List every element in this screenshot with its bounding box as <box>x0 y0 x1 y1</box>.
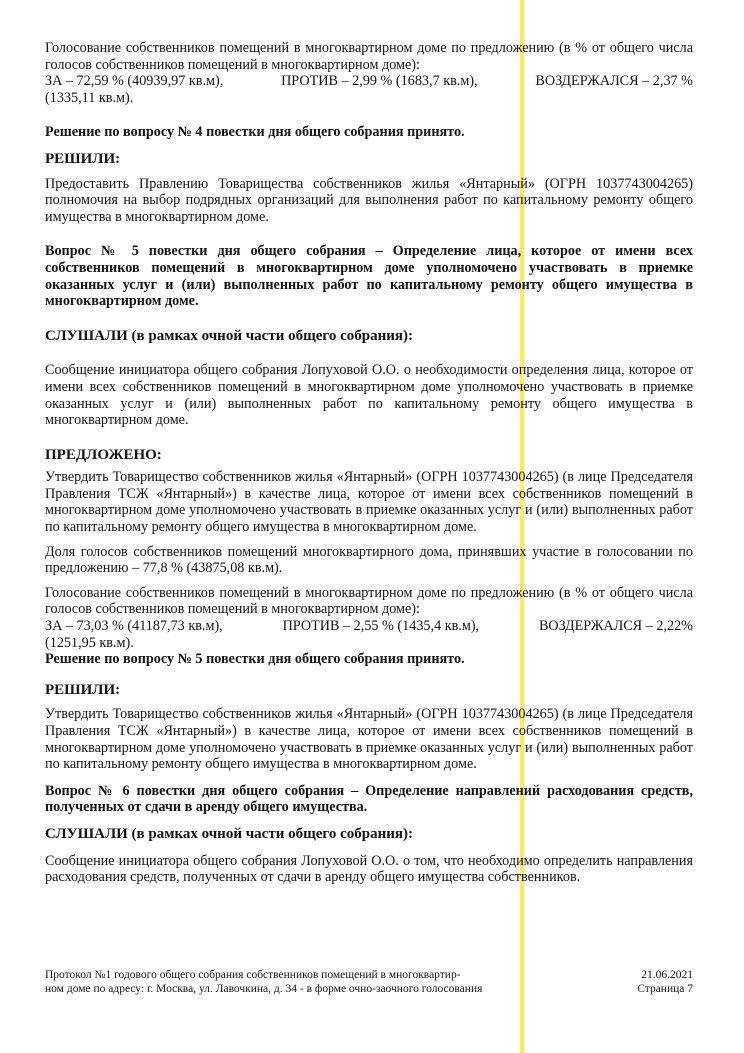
footer-meta <box>637 968 693 996</box>
participation-share-q5: Доля голосов собственников помещений многоквартирного дома, принявших участие в голосовании по предложению – 77,8 % (43875,08 кв.м). <box>45 543 693 577</box>
proposed-text-q5: Утвердить Товарищество собственников жилья «Янтарный» (ОГРН 1037743004265) (в лице Председателя Правления ТСЖ «Янтарный») в качестве лица, которое от имени всех собственников помещений в многоквартирном доме уполномочено участвовать в приемке оказанных услуг и (или) выполненных работ по капитальному ремонту общего имущества в многоквартирном доме. <box>45 469 693 536</box>
heard-heading-q5: СЛУШАЛИ (в рамках очной части общего собрания): <box>45 327 413 344</box>
vote-for-q4: ЗА – 72,59 % (40939,97 кв.м), <box>45 73 224 90</box>
vote-abstain-area-q5: (1251,95 кв.м). <box>45 634 134 651</box>
footer-date: 21.06.2021 <box>641 969 693 981</box>
heard-text-q6: Сообщение инициатора общего собрания Лопуховой О.О. о том, что необходимо определить направления расходования средств, полученных от сдачи в аренду общего имущества собственников. <box>45 852 693 886</box>
vote-results-q5 <box>45 618 693 635</box>
decision-q5: Решение по вопросу № 5 повестки дня общего собрания принято. <box>45 651 465 668</box>
vote-against-q4: ПРОТИВ – 2,99 % (1683,7 кв.м), <box>281 73 478 90</box>
vote-results-q4 <box>45 73 693 90</box>
vote-intro-q4: Голосование собственников помещений в многоквартирном доме по предложению (в % от общего числа голосов собственников помещений в многоквартирном доме): <box>45 40 693 73</box>
vote-against-q5: ПРОТИВ – 2,55 % (1435,4 кв.м), <box>282 618 480 635</box>
document-body <box>45 40 693 886</box>
resolved-text-q4: Предоставить Правлению Товарищества собственников жилья «Янтарный» (ОГРН 1037743004265) полномочия на выбор подрядных организаций для выполнения работ по капитальному ремонту общего имущества в многоквартирном доме. <box>45 175 693 225</box>
decision-q4: Решение по вопросу № 4 повестки дня общего собрания принято. <box>45 124 465 141</box>
question-5-title: Вопрос № 5 повестки дня общего собрания – Определение лица, которое от имени всех собственников помещений в многоквартирном доме уполномочено участвовать в приемке оказанных услуг и (или) выполненных работ по капитальному ремонту общего имущества в многоквартирном доме. <box>45 243 693 310</box>
vote-abstain-q4: ВОЗДЕРЖАЛСЯ – 2,37 % <box>535 73 693 90</box>
footer-protocol-line2: ном доме по адресу: г. Москва, ул. Лавочкина, д. 34 - в форме очно-заочного голосования <box>45 983 483 995</box>
heard-text-q5: Сообщение инициатора общего собрания Лопуховой О.О. о необходимости определения лица, которое от имени всех собственников помещений в многоквартирном доме уполномочено участвовать в приемке оказанных услуг и (или) выполненных работ по капитальному ремонту общего имущества в многоквартирном доме. <box>45 362 693 429</box>
proposed-heading-q5: ПРЕДЛОЖЕНО: <box>45 446 162 463</box>
resolved-heading-q5: РЕШИЛИ: <box>45 681 121 698</box>
heard-heading-q6: СЛУШАЛИ (в рамках очной части общего собрания): <box>45 825 413 842</box>
question-6-title: Вопрос № 6 повестки дня общего собрания – Определение направлений расходования средств, полученных от сдачи в аренду общего имущества. <box>45 782 693 816</box>
footer-protocol-line1: Протокол №1 годового общего собрания собственников помещений в многоквартир- <box>45 969 461 981</box>
vote-abstain-q5: ВОЗДЕРЖАЛСЯ – 2,22% <box>538 618 693 635</box>
vote-for-q5: ЗА – 73,03 % (41187,73 кв.м), <box>45 618 223 635</box>
footer-protocol-info <box>45 968 482 996</box>
resolved-text-q5: Утвердить Товарищество собственников жилья «Янтарный» (ОГРН 1037743004265) (в лице Председателя Правления ТСЖ «Янтарный») в качестве лица, которое от имени всех собственников помещений в многоквартирном доме уполномочено участвовать в приемке оказанных услуг и (или) выполненных работ по капитальному ремонту общего имущества в многоквартирном доме. <box>45 706 693 773</box>
footer-page-number: Страница 7 <box>637 983 693 995</box>
page-footer <box>45 968 693 996</box>
vote-abstain-area-q4: (1335,11 кв.м). <box>45 89 134 106</box>
resolved-heading-q4: РЕШИЛИ: <box>45 150 121 167</box>
vote-intro-q5: Голосование собственников помещений в многоквартирном доме по предложению (в % от общего числа голосов собственников помещений в многоквартирном доме): <box>45 584 693 618</box>
